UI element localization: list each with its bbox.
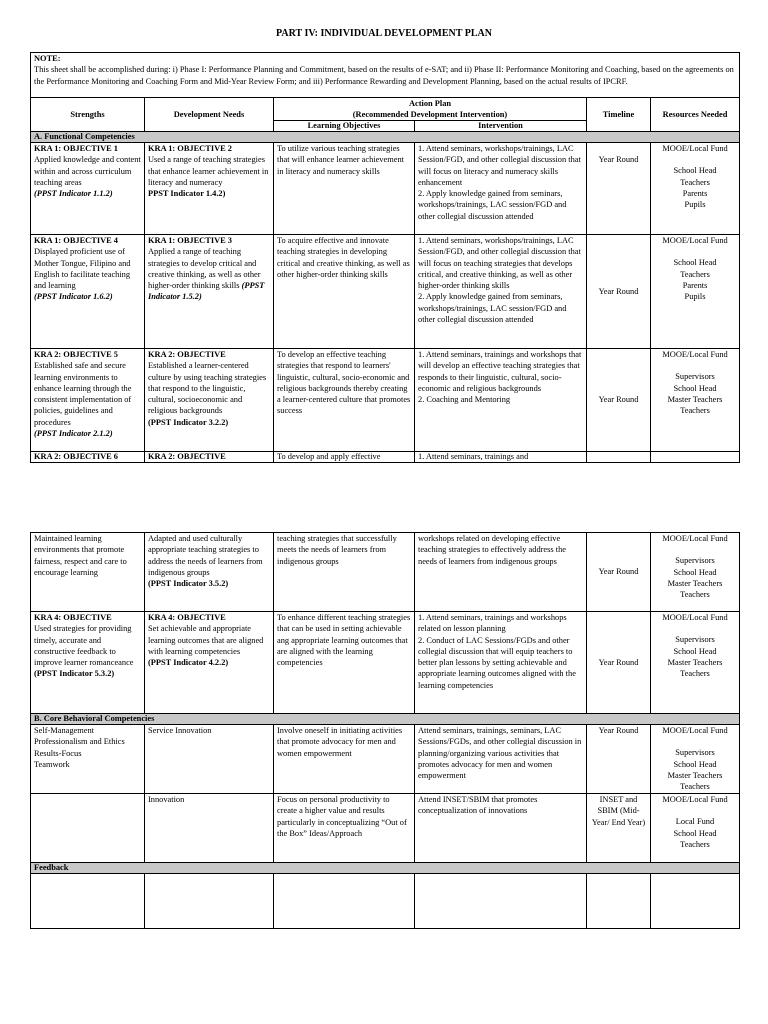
intervention-cell: 1. Attend seminars, workshops/trainings, LAC Session/FGD, and other collegial discussion that will focus on teaching strategies that develops critical, and creative thinking, as well as other higher-order thinking skills 2. Apply knowledge gained from seminars, workshops/trainings, LAC session/FGD and other collegial discussion attended [415, 235, 587, 349]
resources-cell [651, 235, 740, 349]
strength-item: Self-Management [34, 726, 94, 735]
feedback-cell[interactable] [587, 874, 651, 929]
idp-table-part-2 [30, 532, 740, 929]
need-cell [145, 143, 274, 235]
strength-cell [31, 794, 145, 863]
resources-cell [651, 452, 740, 463]
timeline-cell: Year Round [587, 612, 651, 714]
resource-item: Parents [682, 188, 708, 198]
feedback-title: Feedback [31, 863, 740, 874]
note-text: This sheet shall be accomplished during: i) Phase I: Performance Planning and Commitment, based on the results of e-SAT; and ii) Phase II: Performance Monitoring and Coaching, based on the agreements on the Performance Monitoring and Coaching Form and Mid-Year Review Form; and iii) Performance Rewarding and Development Planning, based on the actual results of IPCRF. [34, 65, 734, 86]
intervention-cell: 1. Attend seminars, workshops/trainings, LAC Session/FGD, and other collegial discussion that will focus on literacy and numeracy skills enhancement 2. Apply knowledge gained from seminars, workshops/trainings, LAC session/FGD and other collegial discussion attended [415, 143, 587, 235]
strength-heading: KRA 1: OBJECTIVE 4 [34, 236, 118, 245]
resources-cell [651, 612, 740, 714]
strength-indicator: (PPST Indicator 2.1.2) [34, 429, 113, 439]
resource-item: Pupils [684, 292, 706, 302]
strength-heading: KRA 2: OBJECTIVE 6 [31, 452, 145, 463]
header-learning-objectives: Learning Objectives [274, 121, 415, 132]
need-text: Applied a range of teaching strategies to develop critical and creative thinking, as well as other higher-order thinking skills [148, 247, 261, 291]
resource-item: MOOE/Local Fund [662, 534, 728, 543]
resource-item: School Head [673, 383, 717, 393]
resources-cell [651, 725, 740, 794]
strength-text: Applied knowledge and content within and across curriculum teaching areas [34, 155, 141, 187]
need-heading: KRA 1: OBJECTIVE 3 [148, 236, 232, 245]
objective-cell: Involve oneself in initiating activities that promote advocacy for men and women empowerment [274, 725, 415, 794]
strength-cell [31, 725, 145, 794]
section-row [31, 714, 740, 725]
need-indicator: (PPST Indicator 3.5.2) [148, 579, 229, 589]
resource-item: MOOE/Local Fund [662, 144, 728, 153]
resource-item: Teachers [680, 782, 710, 792]
table-row [31, 794, 740, 863]
section-a-title: A. Functional Competencies [31, 132, 740, 143]
strength-text: Established safe and secure learning environments to enhance learning through the consistent implementation of policies, guidelines and procedures [34, 361, 132, 427]
intervention-cell: workshops related on developing effective teaching strategies to effectively address the needs of learners from indigenous groups [415, 533, 587, 612]
header-timeline: Timeline [587, 98, 651, 132]
intervention-cell: 1. Attend seminars, trainings and workshops that will develop an effective teaching strategies that responds to their linguistic, cultural, socio-economic and religious backgrounds 2. Coaching and Mentoring [415, 349, 587, 452]
strength-text: Displayed proficient use of Mother Tongue, Filipino and English to facilitate teaching and learning [34, 247, 131, 291]
resource-item: Supervisors [675, 372, 715, 382]
note-cell [31, 53, 740, 98]
intervention-cell: 1. Attend seminars, trainings and [415, 452, 587, 463]
resources-cell [651, 794, 740, 863]
section-b-title: B. Core Behavioral Competencies [31, 714, 740, 725]
resource-item: School Head [673, 567, 717, 577]
timeline-cell: Year Round [587, 349, 651, 452]
resource-item: Supervisors [675, 748, 715, 758]
strength-text: Maintained learning environments that promote fairness, respect and care to encourage learning [31, 533, 145, 612]
intervention-cell: Attend seminars, trainings, seminars, LAC Sessions/FGDs, and other collegial discussion in planning/organizing various activities that promotes advocacy for men and women empowerment [415, 725, 587, 794]
need-heading: KRA 2: OBJECTIVE [148, 350, 226, 359]
header-development-needs: Development Needs [145, 98, 274, 132]
objective-cell: To utilize various teaching strategies that will enhance learner achievement in literacy and numeracy skills [274, 143, 415, 235]
resource-item: MOOE/Local Fund [662, 726, 728, 735]
table-row [31, 235, 740, 349]
timeline-cell [587, 452, 651, 463]
header-row [31, 98, 740, 121]
feedback-cell[interactable] [415, 874, 587, 929]
resource-item: Teachers [680, 269, 710, 279]
strength-indicator: (PPST Indicator 1.6.2) [34, 292, 113, 302]
resource-item: School Head [673, 828, 717, 838]
timeline-cell: Year Round [587, 143, 651, 235]
resource-item: Local Fund [675, 817, 715, 827]
table-row [31, 349, 740, 452]
need-heading: KRA 2: OBJECTIVE [145, 452, 274, 463]
resource-item: Teachers [680, 839, 710, 849]
strength-item: Teamwork [34, 759, 70, 769]
table-row [31, 725, 740, 794]
need-text: Set achievable and appropriate learning outcomes that are aligned with learning competencies [148, 624, 264, 656]
resource-item: Teachers [680, 669, 710, 679]
strength-heading: KRA 4: OBJECTIVE [34, 613, 112, 622]
need-text: Established a learner-centered culture by using teaching strategies that respond to the linguistic, cultural, socioeconomic and religious backgrounds [148, 361, 267, 416]
feedback-cell[interactable] [274, 874, 415, 929]
table-row [31, 452, 740, 463]
resource-item: Master Teachers [667, 578, 723, 588]
resource-item: Teachers [680, 406, 710, 416]
resource-item: Teachers [680, 177, 710, 187]
objective-cell: teaching strategies that successfully meets the needs of learners from indigenous groups [274, 533, 415, 612]
table-row [31, 612, 740, 714]
need-indicator: (PPST Indicator 3.2.2) [148, 417, 229, 427]
header-action-plan-sub: (Recommended Development Intervention) [352, 110, 508, 119]
note-label: NOTE: [34, 54, 61, 63]
strength-text: Used strategies for providing timely, accurate and constructive feedback to improve learner romanceance [34, 624, 134, 668]
strength-cell [31, 143, 145, 235]
timeline-cell: Year Round [587, 533, 651, 612]
resource-item: Teachers [680, 590, 710, 600]
objective-cell: To acquire effective and innovate teaching strategies in developing critical and creative thinking, as well as other higher-order thinking skills [274, 235, 415, 349]
resources-cell [651, 349, 740, 452]
need-cell [145, 235, 274, 349]
header-strengths: Strengths [31, 98, 145, 132]
strength-indicator: (PPST Indicator 5.3.2) [34, 669, 115, 679]
feedback-cell[interactable] [651, 874, 740, 929]
need-heading: KRA 1: OBJECTIVE 2 [148, 144, 232, 153]
resource-item: MOOE/Local Fund [662, 350, 728, 359]
header-action-plan-label: Action Plan [408, 99, 452, 108]
resources-cell [651, 143, 740, 235]
resource-item: Pupils [684, 200, 706, 210]
objective-cell: To enhance different teaching strategies that can be used in setting achievable ang appropriate learning outcomes that are aligned with the learning competencies [274, 612, 415, 714]
strength-heading: KRA 1: OBJECTIVE 1 [34, 144, 118, 153]
resource-item: Parents [682, 280, 708, 290]
need-heading: KRA 4: OBJECTIVE [148, 613, 226, 622]
need-indicator: PPST Indicator 1.4.2) [148, 189, 226, 199]
strength-cell [31, 349, 145, 452]
need-cell [145, 533, 274, 612]
strength-heading: KRA 2: OBJECTIVE 5 [34, 350, 118, 359]
need-text: Used a range of teaching strategies that enhance learner achievement in literacy and numeracy [148, 155, 269, 187]
resource-item: School Head [673, 166, 717, 176]
resource-item: Master Teachers [667, 770, 723, 780]
resource-item: School Head [673, 646, 717, 656]
need-cell [145, 349, 274, 452]
header-intervention: Intervention [415, 121, 587, 132]
objective-cell: To develop an effective teaching strategies that respond to learners' linguistic, cultural, socio-economic and religious backgrounds thereby creating a learner-centered culture that promotes success [274, 349, 415, 452]
strength-item: Results-Focus [34, 748, 82, 758]
resource-item: MOOE/Local Fund [662, 795, 728, 804]
table-row [31, 143, 740, 235]
timeline-cell: Year Round [587, 725, 651, 794]
need-cell: Service Innovation [145, 725, 274, 794]
strength-item: Professionalism and Ethics [34, 737, 125, 747]
resource-item: MOOE/Local Fund [662, 613, 728, 622]
resource-item: Supervisors [675, 556, 715, 566]
section-row [31, 132, 740, 143]
need-text: Adapted and used culturally appropriate teaching strategies to address the needs of learners from indigenous groups [148, 534, 263, 577]
section-row [31, 863, 740, 874]
need-cell [145, 612, 274, 714]
resource-item: MOOE/Local Fund [662, 236, 728, 245]
strength-cell [31, 612, 145, 714]
header-action-plan [274, 98, 587, 121]
resource-item: Master Teachers [667, 657, 723, 667]
resource-item: School Head [673, 258, 717, 268]
objective-cell: Focus on personal productivity to create a higher value and results particularly in conceptualizing “Out of the Box” Ideas/Approach [274, 794, 415, 863]
objective-cell: To develop and apply effective [274, 452, 415, 463]
need-indicator: (PPST Indicator 1.5.2) [148, 281, 265, 302]
intervention-cell: 1. Attend seminars, trainings and workshops related on lesson planning 2. Conduct of LAC Sessions/FGDs and other collegial discussion that will equip teachers to better plan lessons by setting achievable and appropriate learning outcomes aligned with the learning competencies [415, 612, 587, 714]
resources-cell [651, 533, 740, 612]
feedback-row [31, 874, 740, 929]
note-row [31, 53, 740, 98]
feedback-cell[interactable] [145, 874, 274, 929]
timeline-cell: Year Round [587, 235, 651, 349]
idp-table-part-1 [30, 52, 740, 463]
resource-item: Supervisors [675, 635, 715, 645]
table-row [31, 533, 740, 612]
intervention-cell: Attend INSET/SBIM that promotes conceptualization of innovations [415, 794, 587, 863]
need-cell: Innovation [145, 794, 274, 863]
strength-cell [31, 235, 145, 349]
timeline-cell: INSET and SBIM (Mid-Year/ End Year) [587, 794, 651, 863]
need-indicator: (PPST Indicator 4.2.2) [148, 658, 229, 668]
page-title: PART IV: INDIVIDUAL DEVELOPMENT PLAN [276, 28, 492, 39]
header-resources: Resources Needed [651, 98, 740, 132]
feedback-cell[interactable] [31, 874, 145, 929]
strength-indicator: (PPST Indicator 1.1.2) [34, 189, 113, 199]
resource-item: School Head [673, 759, 717, 769]
resource-item: Master Teachers [667, 394, 723, 404]
